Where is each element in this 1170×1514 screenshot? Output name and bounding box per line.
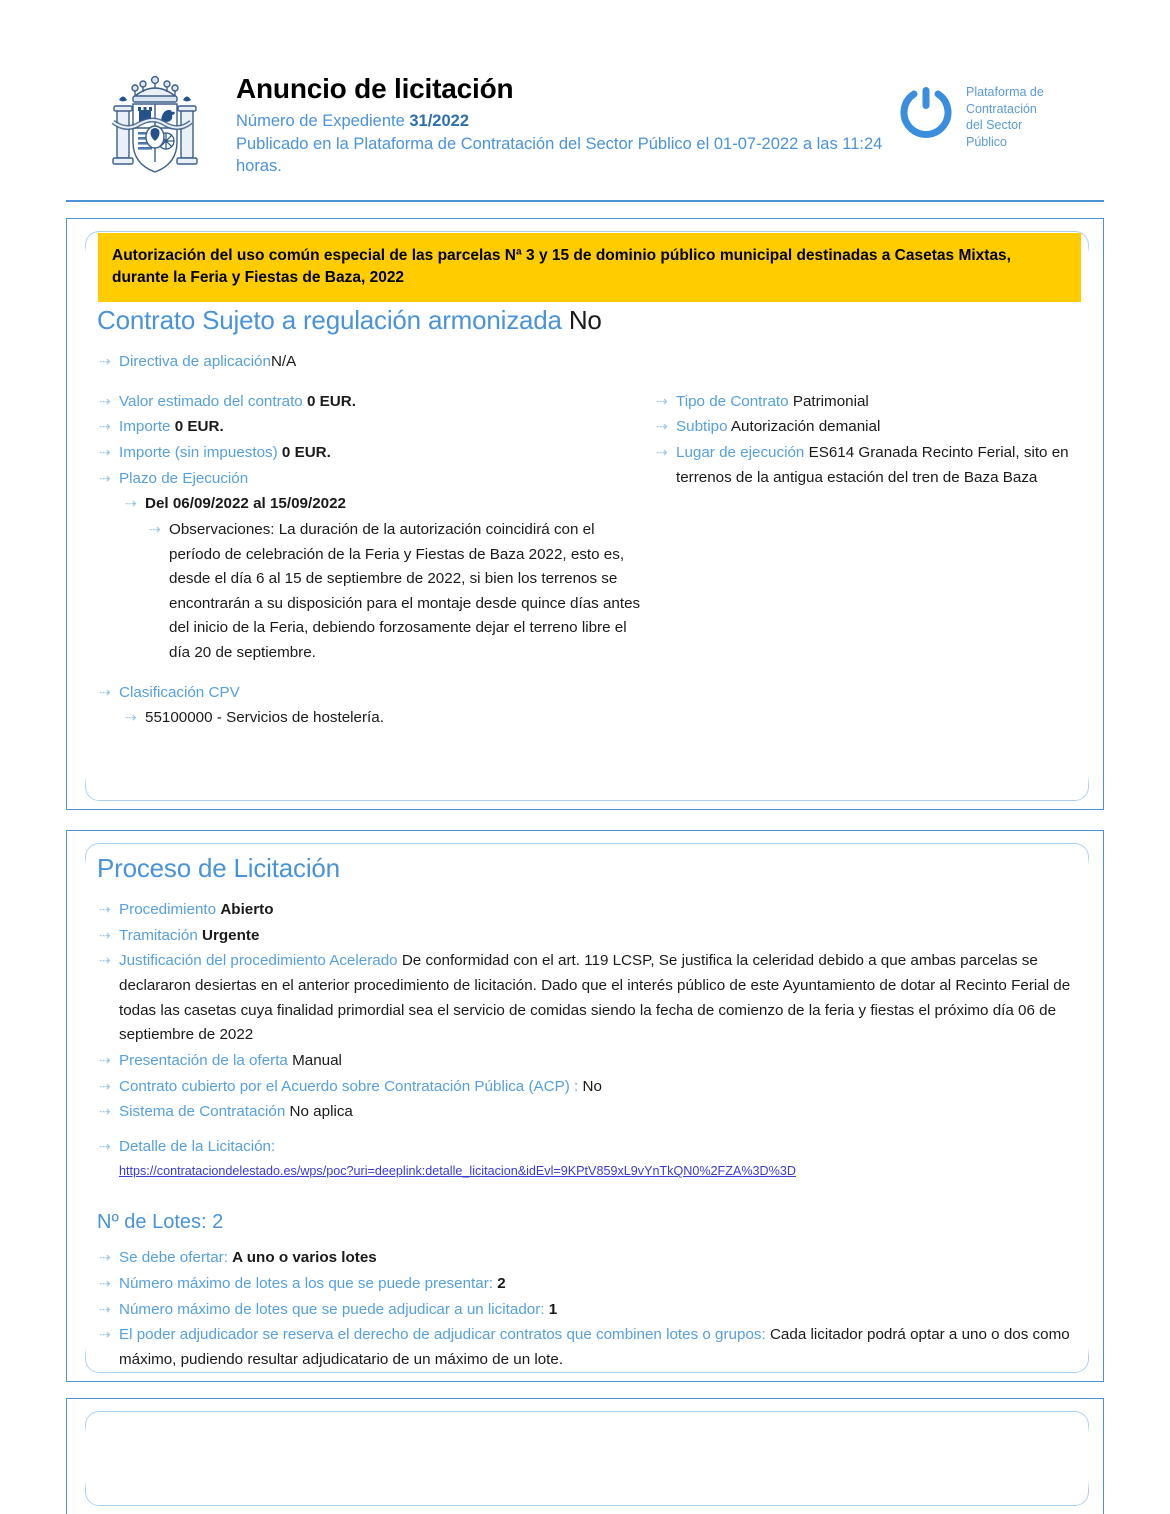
bullet-arrow-icon: ⇢ bbox=[99, 1300, 111, 1317]
bullet-arrow-icon: ⇢ bbox=[125, 495, 137, 512]
field-max-lotes-adjudicar-value: 1 bbox=[548, 1300, 558, 1318]
power-button-icon bbox=[895, 80, 957, 142]
contract-two-columns bbox=[97, 390, 1075, 732]
bullet-arrow-icon: ⇢ bbox=[125, 709, 137, 726]
field-observaciones-value: Observaciones: La duración de la autorización coincidirá con el período de celebración de la Feria y Fiestas de Baza 2022, esto es, desde el día 6 al 15 de septiembre de 2022, si bien los terrenos se encontrarán a su disposición para el montaje desde quince días antes del inicio de la Feria, debiendo forzosamente dejar el terreno libre el día 20 de septiembre. bbox=[169, 520, 641, 662]
field-justificacion bbox=[97, 949, 1075, 1048]
bullet-arrow-icon: ⇢ bbox=[99, 1326, 111, 1343]
spacer bbox=[97, 667, 642, 681]
process-content bbox=[67, 831, 1103, 1372]
contract-panel bbox=[66, 218, 1104, 810]
field-procedimiento-label: Procedimiento bbox=[119, 901, 217, 919]
field-directiva bbox=[97, 350, 1075, 375]
bullet-arrow-icon: ⇢ bbox=[99, 1137, 111, 1154]
field-importe-sin-impuestos-value: 0 EUR. bbox=[281, 444, 331, 462]
spacer bbox=[97, 376, 1075, 390]
field-acp-value: No bbox=[582, 1077, 602, 1095]
field-plazo-dates bbox=[97, 492, 642, 517]
field-presentacion-label: Presentación de la oferta bbox=[119, 1051, 288, 1069]
bullet-arrow-icon: ⇢ bbox=[99, 1077, 111, 1094]
field-directiva-value: N/A bbox=[270, 353, 297, 371]
bullet-arrow-icon: ⇢ bbox=[99, 1103, 111, 1120]
brand-line-4: Público bbox=[966, 134, 1007, 149]
tender-title-banner: Autorización del uso común especial de las parcelas Nª 3 y 15 de dominio público municipal destinadas a Casetas Mixtas, durante la Feria y Fiestas de Baza, 2022 bbox=[98, 233, 1081, 302]
field-reserva-combinacion-lotes-label: El poder adjudicador se reserva el derecho de adjudicar contratos que combinen lotes o grupos: bbox=[119, 1326, 766, 1344]
field-sistema-contratacion-label: Sistema de Contratación bbox=[119, 1103, 286, 1121]
field-lugar-ejecucion-label: Lugar de ejecución bbox=[676, 444, 805, 462]
field-valor-estimado-value: 0 EUR. bbox=[307, 392, 356, 410]
field-subtipo bbox=[650, 415, 1075, 440]
field-tramitacion bbox=[97, 924, 1075, 949]
field-se-debe-ofertar bbox=[97, 1246, 1075, 1271]
brand-line-1: Plataforma de bbox=[966, 85, 1044, 99]
contract-content bbox=[67, 219, 1103, 732]
bullet-arrow-icon: ⇢ bbox=[99, 469, 111, 486]
field-tipo-contrato bbox=[650, 390, 1075, 415]
page-header bbox=[0, 0, 1170, 176]
field-importe-sin-impuestos bbox=[97, 441, 642, 466]
field-sistema-contratacion bbox=[97, 1100, 1075, 1125]
published-line: Publicado en la Plataforma de Contratación del Sector Público el 01-07-2022 a las 11:24 horas. bbox=[236, 134, 883, 176]
brand-text bbox=[957, 80, 1044, 151]
field-procedimiento-value: Abierto bbox=[220, 901, 274, 919]
field-max-lotes-presentar-value: 2 bbox=[497, 1274, 506, 1292]
field-valor-estimado-label: Valor estimado del contrato bbox=[119, 392, 303, 410]
detalle-licitacion-link[interactable]: https://contrataciondelestado.es/wps/poc?uri=deeplink:detalle_licitacion&idEvl=9KPtV859xL9vYnTkQN0%2FZA%3D%3D bbox=[119, 1164, 796, 1179]
field-justificacion-label: Justificación del procedimiento Acelerado bbox=[119, 952, 398, 970]
field-reserva-combinacion-lotes-value: Cada licitador podrá optar a uno o dos como máximo, pudiendo resultar adjudicatario de un máximo de un lote. bbox=[119, 1326, 1070, 1368]
bullet-arrow-icon: ⇢ bbox=[99, 1051, 111, 1068]
expediente-label: Número de Expediente bbox=[236, 111, 405, 130]
field-reserva-combinacion-lotes bbox=[97, 1323, 1075, 1372]
field-plazo-ejecucion-label: Plazo de Ejecución bbox=[119, 469, 249, 487]
bullet-arrow-icon: ⇢ bbox=[656, 418, 668, 435]
field-presentacion-value: Manual bbox=[292, 1051, 342, 1069]
field-cpv-code bbox=[97, 706, 642, 731]
field-justificacion-value: De conformidad con el art. 119 LCSP, Se justifica la celeridad debido a que ambas parcelas se declararon desiertas en el anterior procedimiento de licitación. Dado que el interés público de este Ayuntamiento de dotar al Recinto Ferial de todas las casetas cuya finalidad primordial sea el servicio de comidas siendo la fecha de comienzo de la feria y fiestas el próximo día 06 de septiembre de 2022 bbox=[119, 952, 1071, 1044]
field-se-debe-ofertar-value: A uno o varios lotes bbox=[232, 1249, 377, 1267]
bullet-arrow-icon: ⇢ bbox=[656, 392, 668, 409]
field-max-lotes-adjudicar bbox=[97, 1298, 1075, 1323]
field-sistema-contratacion-value: No aplica bbox=[289, 1103, 353, 1121]
field-max-lotes-presentar-label: Número máximo de lotes a los que se puede presentar: bbox=[119, 1274, 493, 1292]
field-detalle-licitacion-label: Detalle de la Licitación: bbox=[119, 1137, 276, 1155]
field-plazo-dates-value: Del 06/09/2022 al 15/09/2022 bbox=[145, 495, 346, 513]
field-cpv-label: Clasificación CPV bbox=[119, 683, 240, 701]
field-tipo-contrato-label: Tipo de Contrato bbox=[676, 392, 789, 410]
field-tramitacion-label: Tramitación bbox=[119, 926, 198, 944]
brand-line-2: Contratación bbox=[966, 101, 1037, 116]
spacer bbox=[97, 1126, 1075, 1135]
field-tramitacion-value: Urgente bbox=[202, 926, 260, 944]
panel-decorative-border bbox=[85, 1411, 1089, 1506]
field-cpv-code-value: 55100000 - Servicios de hostelería. bbox=[145, 709, 384, 727]
field-plazo-ejecucion bbox=[97, 467, 642, 492]
field-acp bbox=[97, 1075, 1075, 1100]
field-importe-label: Importe bbox=[119, 418, 171, 436]
spain-coat-of-arms bbox=[105, 62, 223, 186]
next-section-panel bbox=[66, 1398, 1104, 1514]
process-panel bbox=[66, 830, 1104, 1382]
bullet-arrow-icon: ⇢ bbox=[99, 952, 111, 969]
field-lugar-ejecucion-value: ES614 Granada Recinto Ferial, sito en terrenos de la antigua estación del tren de Baza Baza bbox=[676, 444, 1069, 486]
contract-section-title bbox=[97, 305, 1075, 336]
bullet-arrow-icon: ⇢ bbox=[149, 520, 161, 537]
field-presentacion bbox=[97, 1049, 1075, 1074]
field-importe bbox=[97, 415, 642, 440]
bullet-arrow-icon: ⇢ bbox=[99, 392, 111, 409]
field-importe-sin-impuestos-label: Importe (sin impuestos) bbox=[119, 444, 278, 462]
field-lugar-ejecucion bbox=[650, 441, 1075, 490]
field-observaciones bbox=[97, 518, 642, 666]
field-max-lotes-adjudicar-label: Número máximo de lotes que se puede adjudicar a un licitador: bbox=[119, 1300, 545, 1318]
platform-brand bbox=[895, 62, 1110, 151]
bullet-arrow-icon: ⇢ bbox=[99, 926, 111, 943]
field-directiva-label: Directiva de aplicación bbox=[119, 353, 271, 371]
field-subtipo-label: Subtipo bbox=[676, 418, 728, 436]
expediente-line bbox=[236, 110, 895, 133]
bullet-arrow-icon: ⇢ bbox=[99, 444, 111, 461]
contract-section-label: Contrato Sujeto a regulación armonizada bbox=[97, 305, 562, 335]
page-title: Anuncio de licitación bbox=[236, 73, 514, 104]
expediente-value: 31/2022 bbox=[409, 111, 470, 130]
contract-right-column bbox=[642, 390, 1075, 732]
lots-title: Nº de Lotes: 2 bbox=[97, 1211, 224, 1234]
contract-section-value: No bbox=[568, 305, 602, 335]
bullet-arrow-icon: ⇢ bbox=[99, 901, 111, 918]
field-max-lotes-presentar bbox=[97, 1272, 1075, 1297]
header-text-block bbox=[223, 62, 895, 178]
bullet-arrow-icon: ⇢ bbox=[99, 1274, 111, 1291]
bullet-arrow-icon: ⇢ bbox=[656, 444, 668, 461]
bullet-arrow-icon: ⇢ bbox=[99, 683, 111, 700]
process-section-title: Proceso de Licitación bbox=[97, 853, 340, 883]
field-cpv bbox=[97, 681, 642, 706]
bullet-arrow-icon: ⇢ bbox=[99, 353, 111, 370]
bullet-arrow-icon: ⇢ bbox=[99, 418, 111, 435]
header-divider bbox=[66, 200, 1104, 202]
field-detalle-licitacion bbox=[97, 1135, 1075, 1160]
field-tipo-contrato-value: Patrimonial bbox=[792, 392, 869, 410]
field-importe-value: 0 EUR. bbox=[174, 418, 224, 436]
contract-left-column bbox=[97, 390, 642, 732]
field-acp-label: Contrato cubierto por el Acuerdo sobre Contratación Pública (ACP) : bbox=[119, 1077, 579, 1095]
brand-line-3: del Sector bbox=[966, 118, 1023, 133]
bullet-arrow-icon: ⇢ bbox=[99, 1249, 111, 1266]
field-valor-estimado bbox=[97, 390, 642, 415]
field-subtipo-value: Autorización demanial bbox=[730, 418, 881, 436]
field-procedimiento bbox=[97, 898, 1075, 923]
field-se-debe-ofertar-label: Se debe ofertar: bbox=[119, 1249, 228, 1267]
